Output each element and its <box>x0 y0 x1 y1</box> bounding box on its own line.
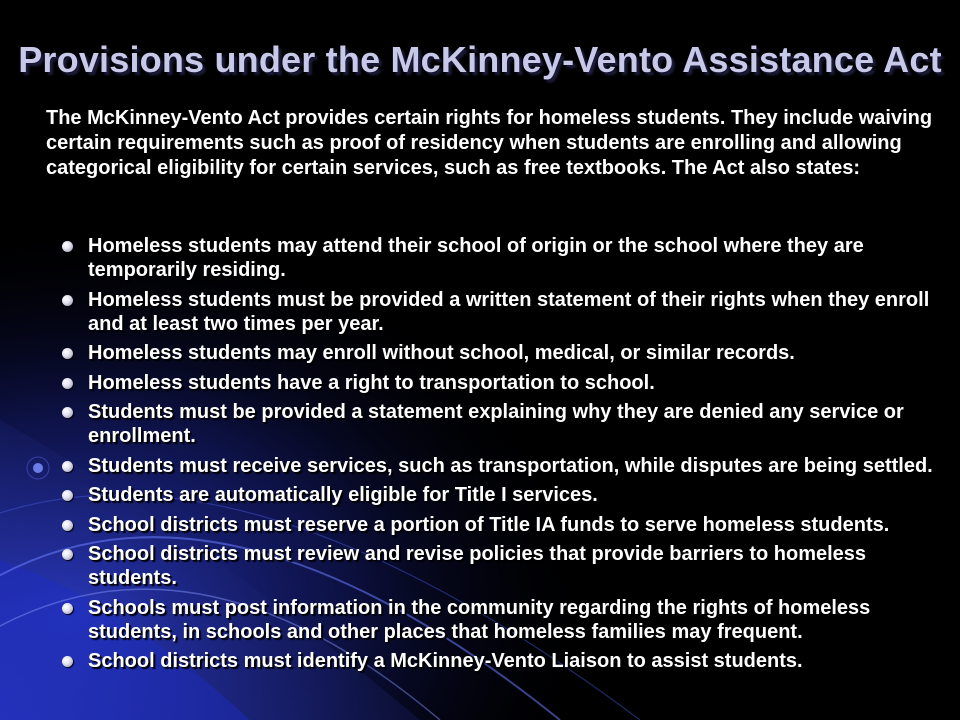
list-item <box>62 234 950 282</box>
slide-title: Provisions under the McKinney-Vento Assistance Act <box>18 39 942 80</box>
bullet-icon <box>62 461 73 472</box>
bullet-icon <box>62 490 73 501</box>
list-item <box>62 513 950 537</box>
list-item <box>62 483 950 507</box>
list-item <box>62 400 950 448</box>
list-item <box>62 454 950 478</box>
list-item-text: Students must be provided a statement explaining why they are denied any service or enrollment. <box>88 401 904 447</box>
bullet-icon <box>62 603 73 614</box>
bullet-icon <box>62 407 73 418</box>
list-item-text: Homeless students must be provided a written statement of their rights when they enroll and at least two times per year. <box>88 288 930 335</box>
list-item <box>62 371 950 395</box>
list-item <box>62 341 950 365</box>
list-item-text: Homeless students may enroll without school, medical, or similar records. <box>88 342 795 364</box>
bullet-icon <box>62 656 73 667</box>
list-item-text: Schools must post information in the community regarding the rights of homeless students, in schools and other places that homeless families may frequent. <box>88 596 871 643</box>
bullet-icon <box>62 241 73 252</box>
provisions-list <box>62 234 950 679</box>
bullet-icon <box>62 549 73 560</box>
intro-paragraph: The McKinney-Vento Act provides certain rights for homeless students. They include waiving certain requirements such as proof of residency when students are enrolling and allowing categorical eligibility for certain services, such as free textbooks. The Act also states: <box>46 107 933 179</box>
list-item-text: School districts must review and revise policies that provide barriers to homeless students. <box>88 543 867 589</box>
list-item-text: School districts must reserve a portion of Title IA funds to serve homeless students. <box>88 513 890 536</box>
list-item-text: Homeless students have a right to transportation to school. <box>88 371 655 394</box>
list-item-text: Students are automatically eligible for Title I services. <box>88 484 598 506</box>
bullet-icon <box>62 348 73 359</box>
list-item-text: Homeless students may attend their school of origin or the school where they are temporarily residing. <box>88 235 864 281</box>
list-item-text: Students must receive services, such as transportation, while disputes are being settled. <box>88 454 933 477</box>
list-item <box>62 542 950 590</box>
bullet-icon <box>62 378 73 389</box>
bullet-icon <box>62 295 73 306</box>
list-item <box>62 649 950 673</box>
list-item <box>62 596 950 644</box>
list-item <box>62 288 950 336</box>
list-item-text: School districts must identify a McKinney-Vento Liaison to assist students. <box>88 650 803 672</box>
bullet-icon <box>62 520 73 531</box>
